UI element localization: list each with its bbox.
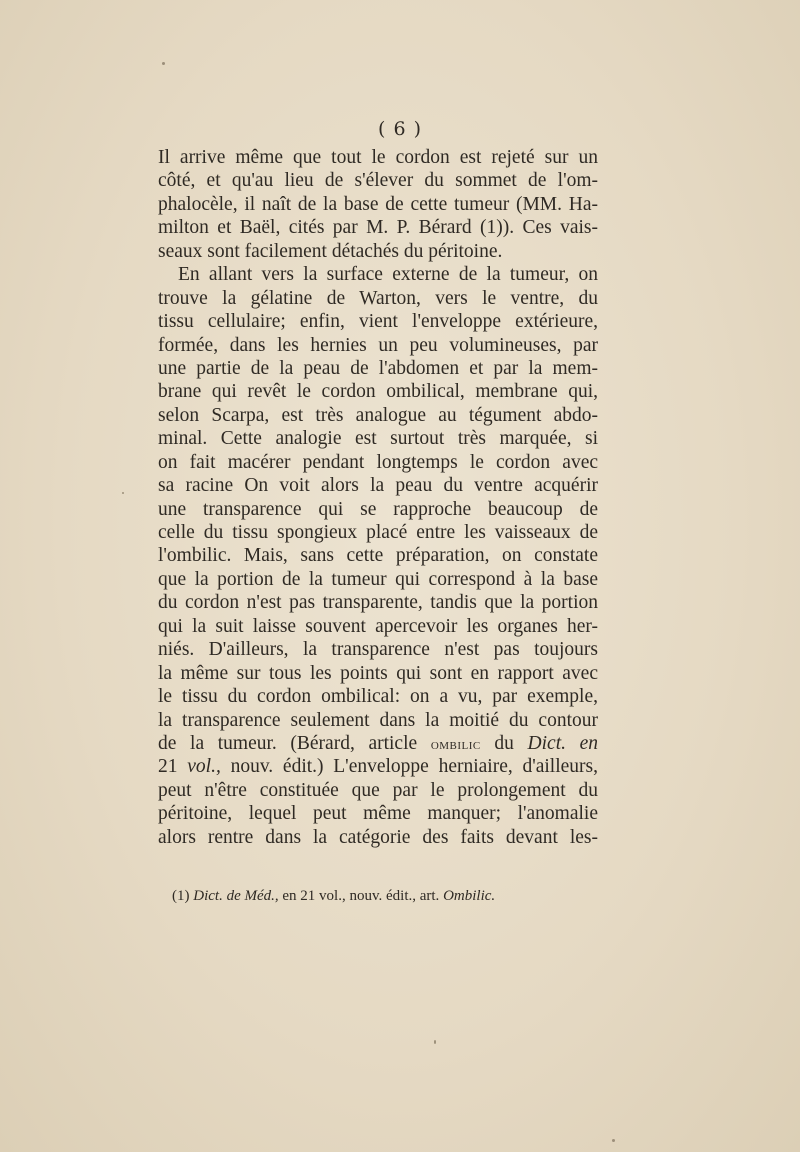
text-line bbox=[158, 732, 598, 755]
text-line: la transparence seulement dans la moitié du contour bbox=[158, 709, 598, 731]
line-text: nouv. édit.) L'enveloppe herniaire, d'ailleurs, bbox=[230, 756, 599, 778]
text-line: formée, dans les hernies un peu volumineuses, par bbox=[158, 334, 598, 356]
text-line: En allant vers la surface externe de la tumeur, on bbox=[178, 264, 598, 286]
text-line: du cordon n'est pas transparente, tandis que la portion bbox=[158, 592, 598, 614]
line-text-smallcaps: ombilic bbox=[430, 736, 481, 753]
footnote-text-italic: Dict. de Méd., bbox=[193, 888, 279, 904]
paper-speck bbox=[122, 492, 124, 494]
text-line: côté, et qu'au lieu de s'élever du sommet de l'om- bbox=[158, 170, 598, 192]
text-line: on fait macérer pendant longtemps le cordon avec bbox=[158, 451, 598, 473]
footnote-text-italic: Ombilic. bbox=[443, 888, 496, 904]
page-number: ( 6 ) bbox=[378, 118, 422, 140]
text-line: une transparence qui se rapproche beaucoup de bbox=[158, 498, 598, 520]
line-text-italic: Dict. en bbox=[527, 732, 599, 754]
footnote-marker: (1) bbox=[172, 888, 190, 904]
text-line: tissu cellulaire; enfin, vient l'enveloppe extérieure, bbox=[158, 311, 598, 333]
footnote bbox=[172, 888, 592, 905]
text-line: phalocèle, il naît de la base de cette tumeur (MM. Ha- bbox=[158, 193, 598, 215]
text-line: Il arrive même que tout le cordon est rejeté sur un bbox=[158, 147, 598, 168]
text-line: selon Scarpa, est très analogue au tégument abdo- bbox=[158, 404, 598, 426]
text-line: peut n'être constituée que par le prolongement du bbox=[158, 779, 598, 801]
text-line: péritoine, lequel peut même manquer; l'anomalie bbox=[158, 803, 598, 825]
paper-speck bbox=[162, 62, 165, 65]
text-line: la même sur tous les points qui sont en rapport avec bbox=[158, 662, 598, 684]
body-text bbox=[158, 146, 598, 849]
text-line: sa racine On voit alors la peau du ventre acquérir bbox=[158, 475, 598, 497]
text-line: milton et Baël, cités par M. P. Bérard (1)). Ces vais- bbox=[158, 217, 598, 239]
text-line bbox=[158, 755, 598, 778]
line-text: de la tumeur. (Bérard, article bbox=[158, 732, 418, 754]
text-line: l'ombilic. Mais, sans cette préparation, on constate bbox=[158, 545, 598, 567]
text-line: seaux sont facilement détachés du péritoine. bbox=[158, 240, 503, 262]
footnote-text: en 21 vol., nouv. édit., art. bbox=[282, 888, 440, 904]
paper-speck bbox=[612, 1139, 615, 1142]
line-text: du bbox=[494, 732, 514, 754]
text-line: qui la suit laisse souvent apercevoir les organes her- bbox=[158, 615, 598, 637]
text-line: alors rentre dans la catégorie des faits devant les- bbox=[158, 826, 598, 848]
line-text: 21 bbox=[158, 756, 178, 778]
text-line: niés. D'ailleurs, la transparence n'est pas toujours bbox=[158, 639, 598, 661]
text-line: celle du tissu spongieux placé entre les vaisseaux de bbox=[158, 522, 598, 543]
text-line: que la portion de la tumeur qui correspond à la base bbox=[158, 568, 598, 590]
text-line: minal. Cette analogie est surtout très marquée, si bbox=[158, 428, 598, 450]
line-text-italic: vol., bbox=[187, 756, 221, 778]
paper-speck bbox=[434, 1040, 436, 1044]
text-line: le tissu du cordon ombilical: on a vu, par exemple, bbox=[158, 686, 598, 708]
text-line: trouve la gélatine de Warton, vers le ventre, du bbox=[158, 287, 598, 309]
text-line: une partie de la peau de l'abdomen et par la mem- bbox=[158, 357, 598, 379]
text-line: brane qui revêt le cordon ombilical, membrane qui, bbox=[158, 381, 598, 403]
